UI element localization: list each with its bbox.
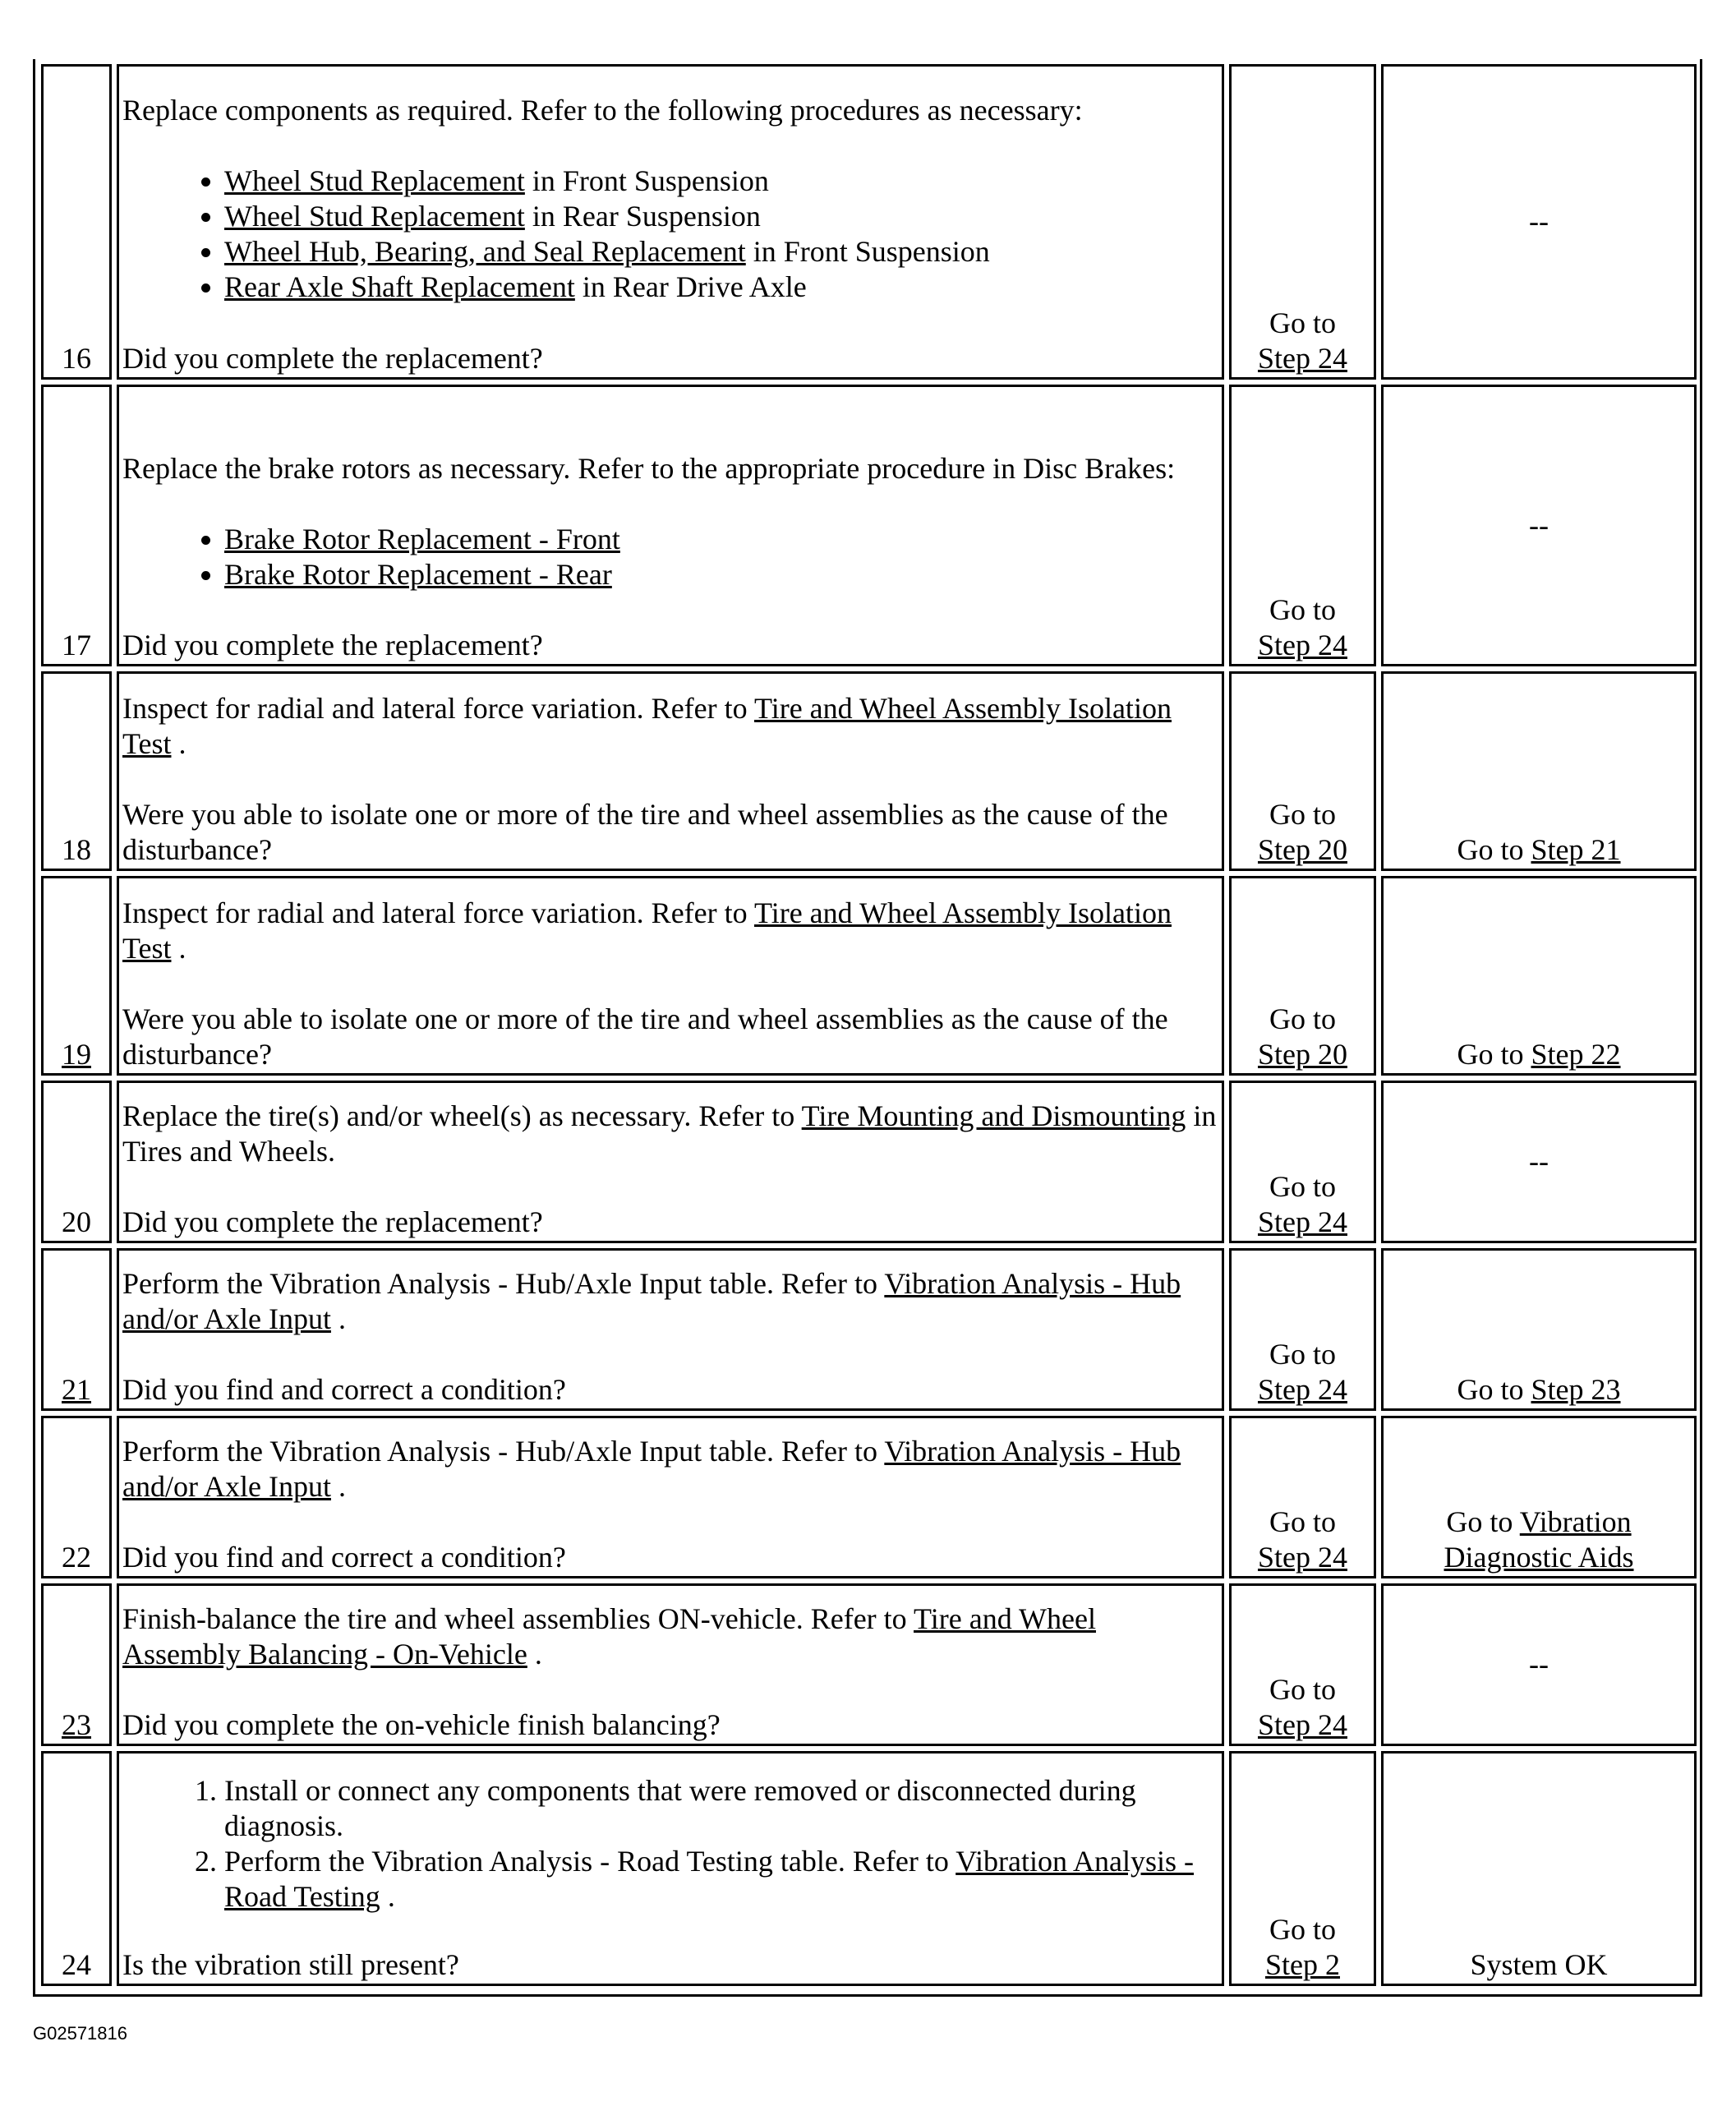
list-item: • Wheel Stud Replacement in Front Suspension — [224, 164, 1218, 199]
procedure-page — [33, 59, 1702, 1997]
no-cell: Go to Step 22 — [1381, 876, 1697, 1076]
no-cell: -- — [1381, 1583, 1697, 1746]
step-link[interactable]: Step 22 — [1531, 1038, 1621, 1071]
step-link[interactable]: Step 24 — [1257, 1541, 1347, 1574]
yes-cell: Go to Step 24 — [1229, 1583, 1376, 1746]
action-cell — [117, 385, 1224, 666]
step-link[interactable]: Step 24 — [1257, 1708, 1347, 1741]
procedure-link[interactable]: Tire and Wheel Assembly Balancing - On-Vehicle — [122, 1602, 1096, 1671]
list-item: 1. Install or connect any components that were removed or disconnected during diagnosis. — [224, 1773, 1218, 1844]
procedure-link[interactable]: Rear Axle Shaft Replacement — [224, 270, 575, 303]
list-item: • Rear Axle Shaft Replacement in Rear Drive Axle — [224, 270, 1218, 305]
action-question: Were you able to isolate one or more of the tire and wheel assemblies as the cause of the disturbance? — [122, 798, 1168, 866]
action-question: Did you find and correct a condition? — [122, 1373, 566, 1406]
action-intro: Replace the brake rotors as necessary. Refer to the appropriate procedure in Disc Brakes: — [122, 452, 1176, 485]
action-intro: Replace the tire(s) and/or wheel(s) as necessary. Refer to Tire Mounting and Dismounting in Tires and Wheels. — [122, 1099, 1217, 1168]
yes-cell: Go to Step 24 — [1229, 1416, 1376, 1578]
step-link[interactable]: Step 24 — [1257, 342, 1347, 375]
step-link[interactable]: Step 20 — [1257, 1038, 1347, 1071]
list-item: • Wheel Stud Replacement in Rear Suspension — [224, 199, 1218, 234]
list-item — [224, 557, 1218, 592]
list-item: 2. Perform the Vibration Analysis - Road Testing table. Refer to Vibration Analysis - Road Testing . — [224, 1844, 1218, 1915]
action-intro: Inspect for radial and lateral force variation. Refer to Tire and Wheel Assembly Isolation Test . — [122, 896, 1172, 965]
table-row — [41, 385, 1697, 666]
step-number-link[interactable]: 19 — [62, 1038, 91, 1071]
step-link[interactable]: Step 2 — [1264, 1948, 1340, 1981]
action-question: Did you complete the replacement? — [122, 629, 543, 661]
step-link[interactable]: Vibration Diagnostic Aids — [1444, 1505, 1634, 1574]
action-cell — [117, 1081, 1224, 1243]
no-cell: -- — [1381, 64, 1697, 380]
action-intro: Finish-balance the tire and wheel assemblies ON-vehicle. Refer to Tire and Wheel Assembly Balancing - On-Vehicle . — [122, 1602, 1096, 1671]
table-row — [41, 1751, 1697, 1986]
action-cell — [117, 1248, 1224, 1411]
action-cell — [117, 1583, 1224, 1746]
yes-cell: Go to Step 24 — [1229, 64, 1376, 380]
table-row — [41, 1583, 1697, 1746]
yes-cell: Go to Step 24 — [1229, 1248, 1376, 1411]
no-cell: Go to Step 21 — [1381, 671, 1697, 871]
numbered-list — [122, 1773, 1218, 1915]
action-question: Did you find and correct a condition? — [122, 1541, 566, 1574]
step-number — [41, 1248, 112, 1411]
diagnostic-steps-table — [36, 59, 1701, 1991]
procedure-link[interactable]: Wheel Stud Replacement — [224, 200, 525, 233]
table-row — [41, 1081, 1697, 1243]
procedure-link[interactable]: Brake Rotor Replacement - Rear — [224, 558, 612, 591]
yes-cell: Go to Step 24 — [1229, 1081, 1376, 1243]
table-row — [41, 64, 1697, 380]
action-cell — [117, 876, 1224, 1076]
step-link[interactable]: Step 24 — [1257, 1205, 1347, 1238]
list-item — [224, 522, 1218, 557]
step-number — [41, 876, 112, 1076]
step-number: 22 — [41, 1416, 112, 1578]
step-link[interactable]: Step 20 — [1257, 833, 1347, 866]
table-row — [41, 671, 1697, 871]
action-intro: Replace components as required. Refer to the following procedures as necessary: — [122, 94, 1083, 127]
action-cell — [117, 64, 1224, 380]
procedure-list — [122, 522, 1218, 592]
no-cell: Go to Step 23 — [1381, 1248, 1697, 1411]
procedure-link[interactable]: Tire and Wheel Assembly Isolation Test — [122, 692, 1172, 760]
step-link[interactable]: Step 21 — [1531, 833, 1621, 866]
no-cell: Go to Vibration Diagnostic Aids — [1381, 1416, 1697, 1578]
step-number-link[interactable]: 23 — [62, 1708, 91, 1741]
yes-cell: Go to Step 2 — [1229, 1751, 1376, 1986]
action-intro: Perform the Vibration Analysis - Hub/Axle Input table. Refer to Vibration Analysis - Hub and/or Axle Input . — [122, 1435, 1181, 1503]
no-cell: -- — [1381, 1081, 1697, 1243]
action-question: Were you able to isolate one or more of the tire and wheel assemblies as the cause of the disturbance? — [122, 1002, 1168, 1071]
action-question: Is the vibration still present? — [122, 1948, 459, 1981]
procedure-link[interactable]: Brake Rotor Replacement - Front — [224, 523, 620, 555]
procedure-link[interactable]: Vibration Analysis - Hub and/or Axle Input — [122, 1435, 1181, 1503]
yes-cell: Go to Step 20 — [1229, 876, 1376, 1076]
action-question: Did you complete the on-vehicle finish balancing? — [122, 1708, 721, 1741]
action-intro: Perform the Vibration Analysis - Hub/Axle Input table. Refer to Vibration Analysis - Hub and/or Axle Input . — [122, 1267, 1181, 1335]
action-cell — [117, 1416, 1224, 1578]
figure-id: G02571816 — [33, 2023, 127, 2044]
step-number-link[interactable]: 21 — [62, 1373, 91, 1406]
table-row — [41, 876, 1697, 1076]
step-number: 16 — [41, 64, 112, 380]
action-intro: Inspect for radial and lateral force variation. Refer to Tire and Wheel Assembly Isolation Test . — [122, 692, 1172, 760]
procedure-link[interactable]: Tire and Wheel Assembly Isolation Test — [122, 896, 1172, 965]
no-cell: -- — [1381, 385, 1697, 666]
step-number — [41, 1583, 112, 1746]
procedure-link[interactable]: Tire Mounting and Dismounting — [801, 1099, 1186, 1132]
step-link[interactable]: Step 24 — [1257, 1373, 1347, 1406]
yes-cell: Go to Step 24 — [1229, 385, 1376, 666]
action-cell — [117, 671, 1224, 871]
procedure-link[interactable]: Wheel Stud Replacement — [224, 164, 525, 197]
step-number: 24 — [41, 1751, 112, 1986]
procedure-link[interactable]: Vibration Analysis - Road Testing — [224, 1845, 1194, 1913]
procedure-list — [122, 164, 1218, 305]
procedure-link[interactable]: Wheel Hub, Bearing, and Seal Replacement — [224, 235, 746, 268]
step-number: 20 — [41, 1081, 112, 1243]
step-number: 18 — [41, 671, 112, 871]
yes-cell: Go to Step 20 — [1229, 671, 1376, 871]
action-cell — [117, 1751, 1224, 1986]
step-link[interactable]: Step 24 — [1257, 629, 1347, 661]
table-row — [41, 1416, 1697, 1578]
action-question: Did you complete the replacement? — [122, 1205, 543, 1238]
procedure-link[interactable]: Vibration Analysis - Hub and/or Axle Input — [122, 1267, 1181, 1335]
action-question: Did you complete the replacement? — [122, 342, 543, 375]
table-row — [41, 1248, 1697, 1411]
no-cell: System OK — [1381, 1751, 1697, 1986]
list-item: • Wheel Hub, Bearing, and Seal Replacement in Front Suspension — [224, 234, 1218, 270]
step-link[interactable]: Step 23 — [1531, 1373, 1621, 1406]
step-number: 17 — [41, 385, 112, 666]
